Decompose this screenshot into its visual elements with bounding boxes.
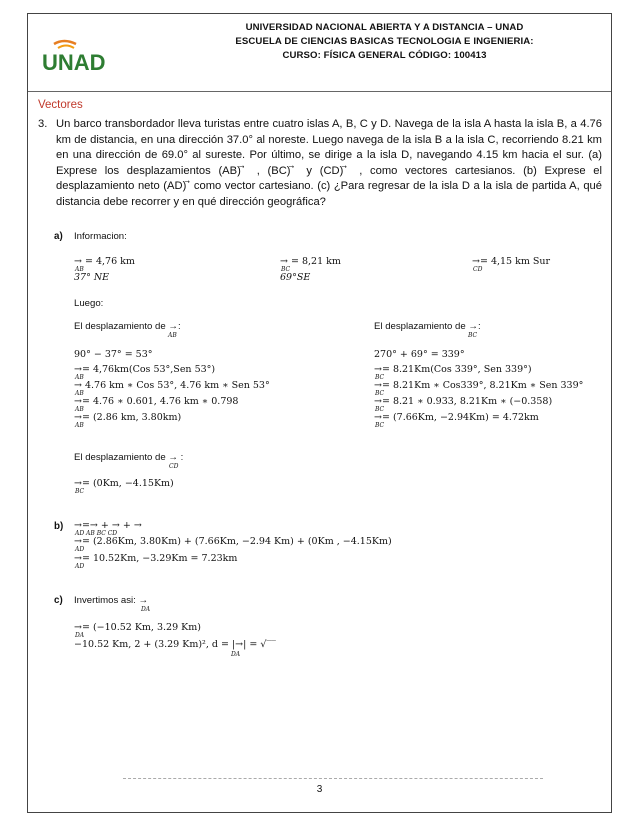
part-b-line-2: →= (2.86Km, 3.80Km) + (7.66Km, −2.94 Km) + (0Km , −4.15Km) <box>74 536 392 547</box>
ab-calc-sub-1: AB <box>75 374 84 381</box>
part-c-intro: Invertimos asi: → <box>74 595 149 606</box>
desp-cd-label: El desplazamiento de → : <box>74 452 184 463</box>
cd-magnitude: →= 4,15 km Sur <box>472 256 551 267</box>
ab-calc-line-1: →= 4,76km(Cos 53°,Sen 53°) <box>74 364 216 375</box>
part-c-line-2: −10.52 Km, 2 + (3.29 Km)², d = |→| = √‾‾ <box>74 639 276 650</box>
page-frame <box>27 13 612 813</box>
desp-bc-sub: BC <box>468 332 478 339</box>
desp-cd-sub: CD <box>169 463 179 470</box>
bc-calc-line-3: →= 8.21 ∗ 0.933, 8.21Km ∗ (−0.358) <box>374 396 553 407</box>
section-title: Vectores <box>38 99 83 111</box>
logo-text: UNAD <box>42 50 106 75</box>
luego-label: Luego: <box>74 298 104 309</box>
cd-sub: CD <box>473 266 483 273</box>
question-number: 3. <box>38 118 48 130</box>
bc-calc-sub-2: BC <box>375 390 385 397</box>
ab-calc-sub-4: AB <box>75 422 84 429</box>
part-b-label: b) <box>54 521 64 532</box>
ab-sub: AB <box>75 266 84 273</box>
ab-angle-line: 90° − 37° = 53° <box>74 349 153 360</box>
part-c-line-1: →= (−10.52 Km, 3.29 Km) <box>74 622 201 633</box>
bc-calc-line-1: →= 8.21Km(Cos 339°, Sen 339°) <box>374 364 532 375</box>
part-c-line-2-sub: DA <box>231 651 241 658</box>
bc-angle-line: 270° + 69° = 339° <box>374 349 465 360</box>
part-b-line-1-subs: AD AB BC CD <box>75 530 118 537</box>
part-c-intro-sub: DA <box>141 606 151 613</box>
bc-calc-sub-3: BC <box>375 406 385 413</box>
part-c-line-1-sub: DA <box>75 632 85 639</box>
ab-calc-line-4: →= (2.86 km, 3.80km) <box>74 412 182 423</box>
part-b-line-3: →= 10.52Km, −3.29Km = 7.23km <box>74 553 238 564</box>
ab-calc-sub-2: AB <box>75 390 84 397</box>
footer-divider <box>123 778 543 779</box>
part-a-title: Informacion: <box>74 231 127 242</box>
question-text: Un barco transbordador lleva turistas entre cuatro islas A, B, C y D. Navega de la isla A hasta la isla B, a 4.76 km de distancia, en una dirección 37.0° al noreste. Luego navega de la isla B a la isla C, recorriendo 8.21 km en una dirección de 69.0° al sureste. Por último, se dirige a la isla D, navegando 4.15 km hacia el sur. (a) Exprese los desplazamientos (AB) ⃗ , (BC) ⃗ y (CD) ⃗ , como vectores cartesianos. (b) Exprese el desplazamiento neto (AD) ⃗ como vector cartesiano. (c) ¿Para regresar de la isla D a la isla de partida A, qué distancia debe recorrer y en qué dirección geográfica? <box>56 118 602 208</box>
part-b-line-2-sub: AD <box>75 546 85 553</box>
ab-calc-line-3: →= 4.76 ∗ 0.601, 4.76 km ∗ 0.798 <box>74 396 239 407</box>
bc-calc-sub-1: BC <box>375 374 385 381</box>
part-a-label: a) <box>54 231 63 242</box>
bc-magnitude: → = 8,21 km <box>280 256 341 267</box>
bc-sub: BC <box>281 266 291 273</box>
school-name: ESCUELA DE CIENCIAS BASICAS TECNOLOGIA E INGENIERIA: <box>235 36 534 47</box>
part-b-line-3-sub: AD <box>75 563 85 570</box>
ab-calc-sub-3: AB <box>75 406 84 413</box>
bc-calc-sub-4: BC <box>375 422 385 429</box>
header-titles <box>168 21 601 63</box>
ab-direction: 37° NE <box>74 272 110 283</box>
desp-ab-sub: AB <box>168 332 177 339</box>
desp-ab-label: El desplazamiento de →: <box>74 321 181 332</box>
desp-bc-label: El desplazamiento de →: <box>374 321 481 332</box>
part-b-line-1: →=→ + → + → <box>74 520 142 531</box>
bc-direction: 69°SE <box>280 272 311 283</box>
course-info: CURSO: FÍSICA GENERAL CÓDIGO: 100413 <box>282 50 487 61</box>
university-name: UNIVERSIDAD NACIONAL ABIERTA Y A DISTANCIA – UNAD <box>245 22 524 33</box>
part-c-label: c) <box>54 595 63 606</box>
bc-calc-line-4: →= (7.66Km, −2.94Km) = 4.72km <box>374 412 539 423</box>
bc-calc-line-2: →= 8.21Km ∗ Cos339°, 8.21Km ∗ Sen 339° <box>374 380 584 391</box>
ab-calc-line-2: → 4.76 km ∗ Cos 53°, 4.76 km ∗ Sen 53° <box>74 380 270 391</box>
unad-logo <box>36 38 136 78</box>
page-number: 3 <box>316 784 323 795</box>
document-header <box>28 14 611 92</box>
cd-result: →= (0Km, −4.15Km) <box>74 478 174 489</box>
cd-result-sub: BC <box>75 488 85 495</box>
ab-magnitude: → = 4,76 km <box>74 256 135 267</box>
